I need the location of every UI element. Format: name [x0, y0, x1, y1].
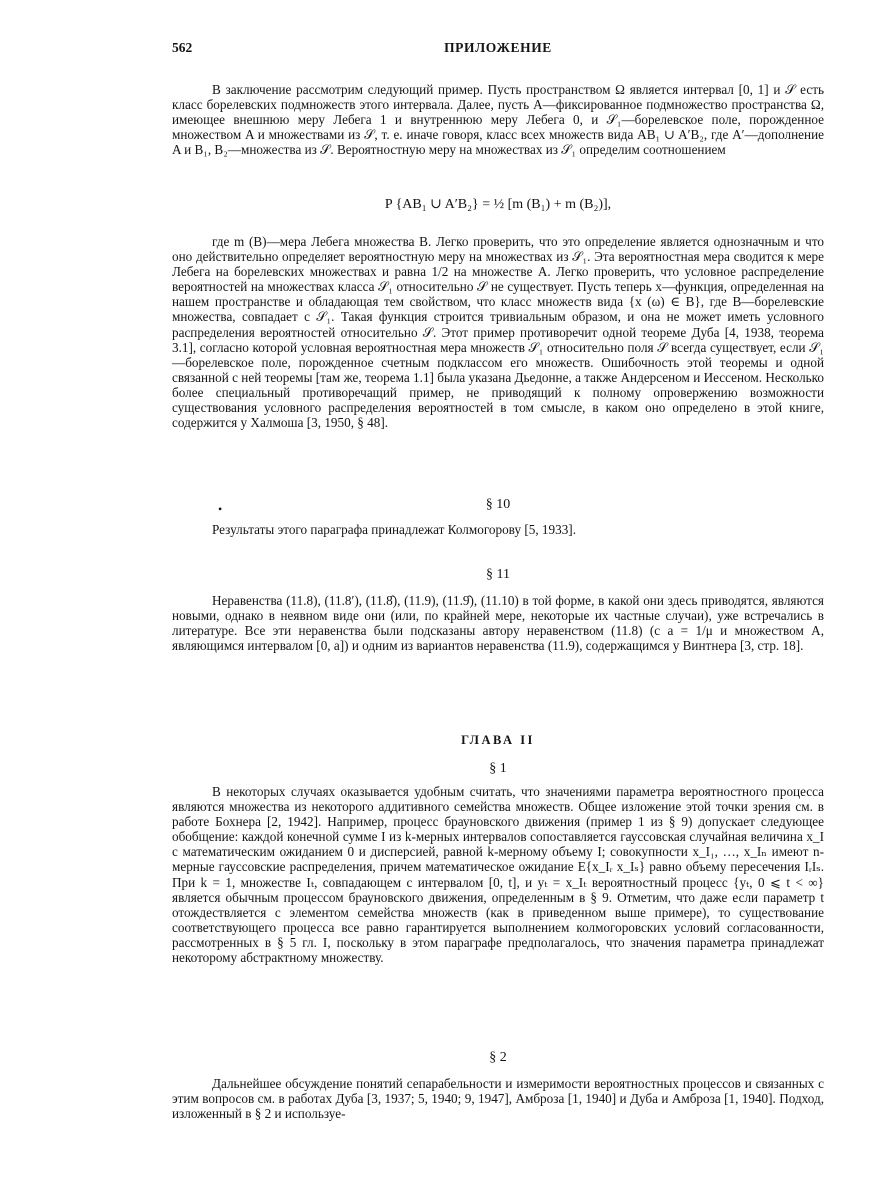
running-header: [172, 40, 824, 60]
formula-probability-measure: P {AB₁ ∪ A′B₂} = ½ [m (B₁) + m (B₂)],: [384, 197, 612, 212]
paragraph-inequalities: Неравенства (11.8), (11.8′), (11.8̂), (11.9), (11.9̂), (11.10) в той форме, в какой они здесь приводятся, являются новыми, однако в неявном виде они (или, по крайней мере, некоторые их частные случаи), уже встречались в литературе. Все эти неравенства были подсказаны автору неравенством (11.8) (с a = 1/μ и множеством A, являющимся интервалом [0, a]) и одним из вариантов неравенства (11.9), содержащимся у Винтнера [3, стр. 18].: [172, 593, 824, 654]
stray-dot-mark: •: [218, 502, 223, 516]
section-heading-11: § 11: [486, 567, 510, 582]
paragraph-kolmogorov: Результаты этого параграфа принадлежат Колмогорову [5, 1933].: [212, 522, 576, 537]
paragraph-set-parameter: В некоторых случаях оказывается удобным считать, что значениями параметра вероятностного процесса являются множества из некоторого аддитивного семейства множеств. Общее изложение этой точки зрения см. в работе Бохнера [2, 1942]. Например, процесс брауновского движения (пример 1 из § 9) допускает следующее обобщение: каждой конечной сумме I из k-мерных интервалов сопоставляется гауссовская случайная величина x_I с математическим ожиданием 0 и дисперсией, равной k-мерному объему I; совокупности x_I₁, …, x_Iₙ имеют n-мерные гауссовские распределения, причем математическое ожидание E{x_Iᵣ x_Iₛ} равно объему пересечения IᵣIₛ. При k = 1, множестве Iₜ, совпадающем с интервалом [0, t], и yₜ = x_Iₜ вероятностный процесс {yₜ, 0 ⩽ t < ∞} является обычным процессом брауновского движения, определенным в § 9. Отметим, что даже если параметр t отождествляется с элементом семейства множеств (как в приведенном выше примере), то существование соответствующего процесса все равно гарантируется выполнением колмогоровских условий согласованности, рассмотренных в § 5 гл. I, поскольку в этом параграфе предполагалось, что значения параметра принадлежат некоторому абстрактному множеству.: [172, 784, 824, 966]
running-title: ПРИЛОЖЕНИЕ: [444, 40, 552, 55]
paragraph-lebesgue-measure: где m (B)—мера Лебега множества B. Легко проверить, что это определение является однозначным и что оно действительно определяет вероятностную меру на множествах из 𝒮₁. Эта вероятностная мера сводится к мере Лебега на борелевских множествах и равна 1/2 на множестве A. Легко проверить, что условное распределение вероятностей на множествах класса 𝒮₁ относительно 𝒮 не существует. Пусть теперь x—функция, определенная на нашем пространстве и обладающая тем свойством, что класс множеств вида {x (ω) ∈ B}, где B—борелевские множества, совпадает с 𝒮₁. Такая функция строится тривиальным образом, и она не может иметь условного распределения вероятностей относительно 𝒮. Этот пример противоречит одной теореме Дуба [4, 1938, теорема 3.1], согласно которой условная вероятностная мера множеств 𝒮₁ относительно поля 𝒮 всегда существует, если 𝒮₁—борелевское поле, порожденное счетным подклассом его множеств. Ошибочность этой теоремы и одной связанной с ней теоремы [там же, теорема 1.1] была указана Дьедонне, а также Андерсеном и Иессеном. Несколько более специальный противоречащий пример, не приводящий к полному опровержению возможности существования условного распределения вероятностей в том смысле, в каком оно определено в этой книге, содержится у Халмоша [3, 1950, § 48].: [172, 234, 824, 431]
section-heading-10: § 10: [485, 497, 511, 512]
chapter-heading: ГЛАВА II: [461, 733, 535, 747]
paragraph-separability: Дальнейшее обсуждение понятий сепарабельности и измеримости вероятностных процессов и связанных с этим вопросов см. в работах Дуба [3, 1937; 5, 1940; 9, 1947], Амброза [1, 1940] и Дуба и Амброза [1, 1940]. Подход, изложенный в § 2 и используе-: [172, 1076, 824, 1122]
paragraph-example: В заключение рассмотрим следующий пример. Пусть пространством Ω является интервал [0, 1] и 𝒮 есть класс борелевских подмножеств этого интервала. Далее, пусть A—фиксированное подмножество пространства Ω, имеющее внешнюю меру Лебега 1 и внутреннюю меру Лебега 0, и 𝒮₁—борелевское поле, порожденное множеством A и множествами из 𝒮, т. е. иначе говоря, класс всех множеств вида AB₁ ∪ A′B₂, где A′—дополнение A и B₁, B₂—множества из 𝒮. Вероятностную меру на множествах из 𝒮₁ определим соотношением: [172, 82, 824, 158]
section-heading-1: § 1: [489, 761, 507, 776]
page-number: 562: [172, 40, 193, 55]
section-heading-2: § 2: [489, 1050, 507, 1065]
